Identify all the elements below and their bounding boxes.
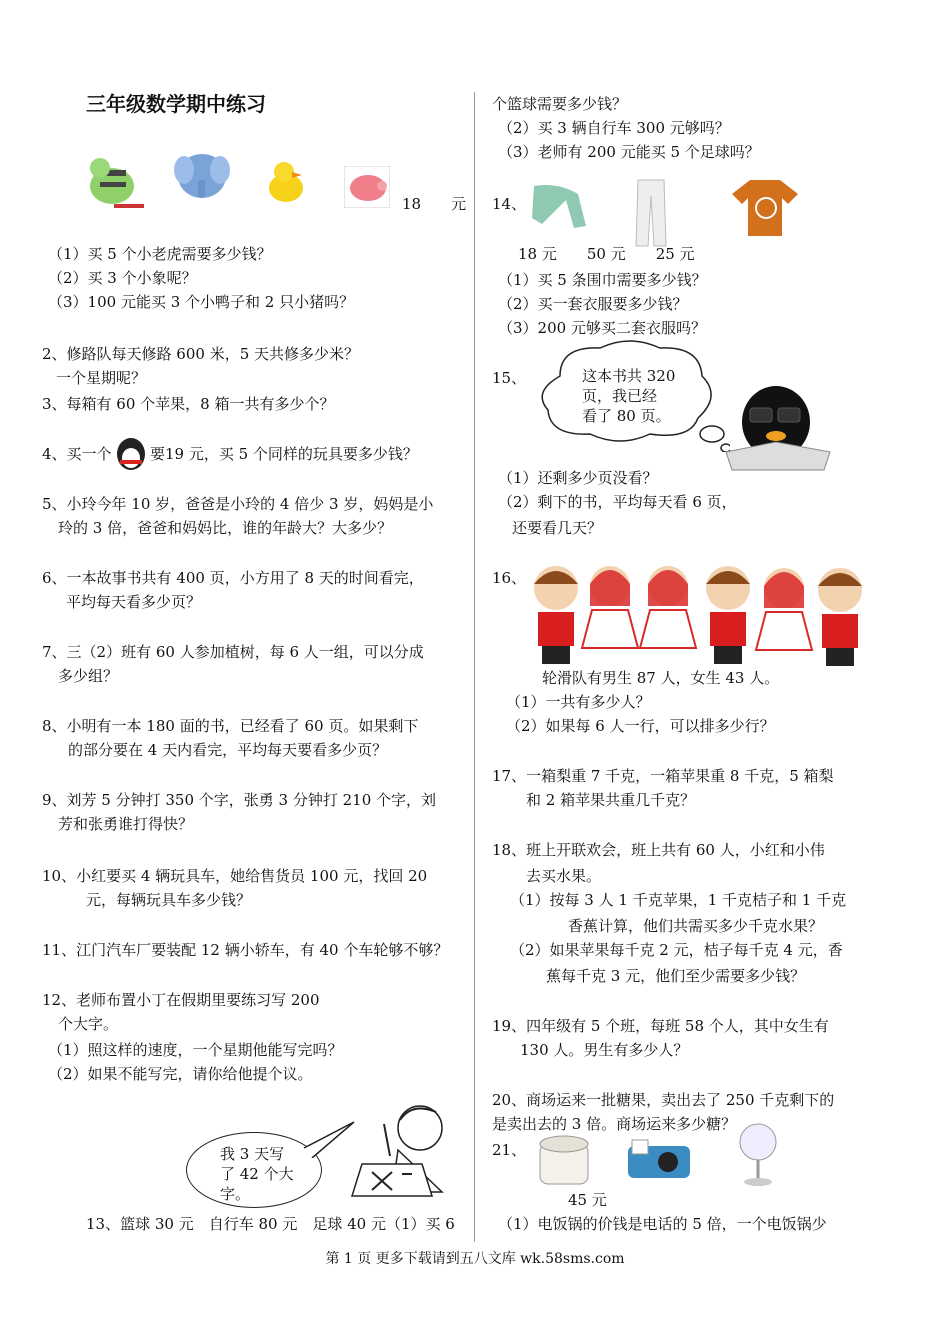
question-line: 轮滑队有男生 87 人，女生 43 人。 [542,669,780,687]
question-line: 一个星期呢？ [56,369,147,387]
elephant-toy-icon [172,146,230,202]
question-line: 9、刘芳 5 分钟打 350 个字，张勇 3 分钟打 210 个字，刘 [42,791,437,809]
question-line: 20、商场运来一批糖果，卖出去了 250 千克剩下的 [492,1091,835,1109]
page-footer: 第 1 页 更多下载请到五八文库 wk.58sms.com [325,1251,625,1267]
question-line: （1）照这样的速度，一个星期他能写完吗？ [48,1041,343,1059]
tshirt-icon [730,176,800,238]
question-label: 14、 [492,195,527,213]
question-line: 8、小明有一本 180 面的书，已经看了 60 页。如果剩下 [42,717,419,735]
question-line: （2）买 3 辆自行车 300 元够吗？ [498,119,730,137]
question-line: （2）如果不能写完，请你给他提个议。 [48,1065,313,1083]
question-line: 元，每辆玩具车多少钱？ [86,891,252,909]
rice-cooker-icon [536,1130,592,1188]
question-line: （2）买 3 个小象呢？ [48,269,197,287]
q15-bubble-line: 页，我已经 [582,387,658,405]
penguin-toy-icon [114,436,148,472]
question-line: 个篮球需要多少钱？ [492,95,628,113]
question-line: （2）如果每 6 人一行，可以排多少行？ [506,717,775,735]
penguin-reading-icon [724,376,834,472]
question-line: 11、江门汽车厂要装配 12 辆小轿车，有 40 个车轮够不够？ [42,941,449,959]
question-line: 4、买一个 [42,445,112,463]
question-line: 13、篮球 30 元 自行车 80 元 足球 40 元（1）买 6 [86,1215,455,1233]
q12-bubble-line: 了 42 个大 [220,1165,294,1183]
piggy-bank-icon [344,166,390,208]
question-line: （1）一共有多少人？ [506,693,651,711]
question-line: 2、修路队每天修路 600 米，5 天共修多少米？ [42,345,360,363]
question-line: 130 人。男生有多少人？ [520,1041,689,1059]
question-line: 的部分要在 4 天内看完，平均每天要看多少页？ [68,741,388,759]
question-line: （2）买一套衣服要多少钱？ [498,295,688,313]
question-line: 要19 元，买 5 个同样的玩具要多少钱？ [150,445,418,463]
tiger-toy-icon [80,150,146,210]
q15-bubble-line: 看了 80 页。 [582,407,671,425]
boy-writing-icon [332,1100,460,1206]
q12-bubble-line: 我 3 天写 [220,1145,285,1163]
question-line: 多少组？ [58,667,119,685]
question-label: 21、 [492,1141,527,1159]
question-line: 6、一本故事书共有 400 页，小方用了 8 天的时间看完， [42,569,424,587]
scarf-icon [528,180,590,232]
q15-bubble-line: 这本书共 320 [582,367,676,385]
question-line: 蕉每千克 3 元，他们至少需要多少钱？ [546,967,806,985]
question-line: 3、每箱有 60 个苹果，8 箱一共有多少个？ [42,395,335,413]
question-line: （1）电饭锅的价钱是电话的 5 倍，一个电饭锅少 [498,1215,827,1233]
question-line: 和 2 箱苹果共重几千克？ [526,791,696,809]
question-line: （1）按每 3 人 1 千克苹果，1 千克桔子和 1 千克 [510,891,847,909]
question-line: 12、老师布置小丁在假期里要练习写 200 [42,991,320,1009]
page-title: 三年级数学期中练习 [86,92,266,116]
question-line: 平均每天看多少页？ [66,593,202,611]
electric-fan-icon [738,1122,778,1188]
question-line: 7、三（2）班有 60 人参加植树，每 6 人一组，可以分成 [42,643,424,661]
question-label: 15、 [492,369,527,387]
question-line: 芳和张勇谁打得快？ [58,815,194,833]
question-line: （1）还剩多少页没看？ [498,469,658,487]
question-line: 18、班上开联欢会，班上共有 60 人，小红和小伟 [492,841,825,859]
trousers-icon [632,178,670,248]
question-line: （2）剩下的书，平均每天看 6 页， [498,493,737,511]
question-line: 19、四年级有 5 个班，每班 58 个人，其中女生有 [492,1017,829,1035]
question-line: 个大字。 [58,1015,119,1033]
question-line: （2）如果苹果每千克 2 元，桔子每千克 4 元，香 [510,941,843,959]
q14-prices: 18 元 50 元 25 元 [518,245,695,263]
column-divider [474,92,475,1242]
question-line: 玲的 3 倍，爸爸和妈妈比，谁的年龄大？大多少？ [58,519,393,537]
question-line: （3）100 元能买 3 个小鸭子和 2 只小猪吗？ [48,293,355,311]
question-line: 去买水果。 [526,867,602,885]
q21-price: 45 元 [568,1191,607,1209]
question-line: （1）买 5 个小老虎需要多少钱？ [48,245,272,263]
question-line: （3）老师有 200 元能买 5 个足球吗？ [498,143,760,161]
telephone-icon [626,1138,692,1180]
question-line: 17、一箱梨重 7 千克，一箱苹果重 8 千克，5 箱梨 [492,767,834,785]
question-label: 16、 [492,569,527,587]
question-line: 香蕉计算，他们共需买多少千克水果？ [568,917,824,935]
question-line: 是卖出去的 3 倍。商场运来多少糖？ [492,1115,737,1133]
question-line: 5、小玲今年 10 岁，爸爸是小玲的 4 倍少 3 岁，妈妈是小 [42,495,434,513]
q12-bubble-line: 字。 [220,1185,251,1203]
q1-price: 18 元 [402,195,467,213]
question-line: 10、小红要买 4 辆玩具车，她给售货员 100 元，找回 20 [42,867,428,885]
question-line: （3）200 元够买二套衣服吗？ [498,319,706,337]
skating-team-icon [526,562,870,674]
duck-toy-icon [266,158,306,204]
question-line: 还要看几天？ [512,519,603,537]
question-line: （1）买 5 条围巾需要多少钱？ [498,271,707,289]
